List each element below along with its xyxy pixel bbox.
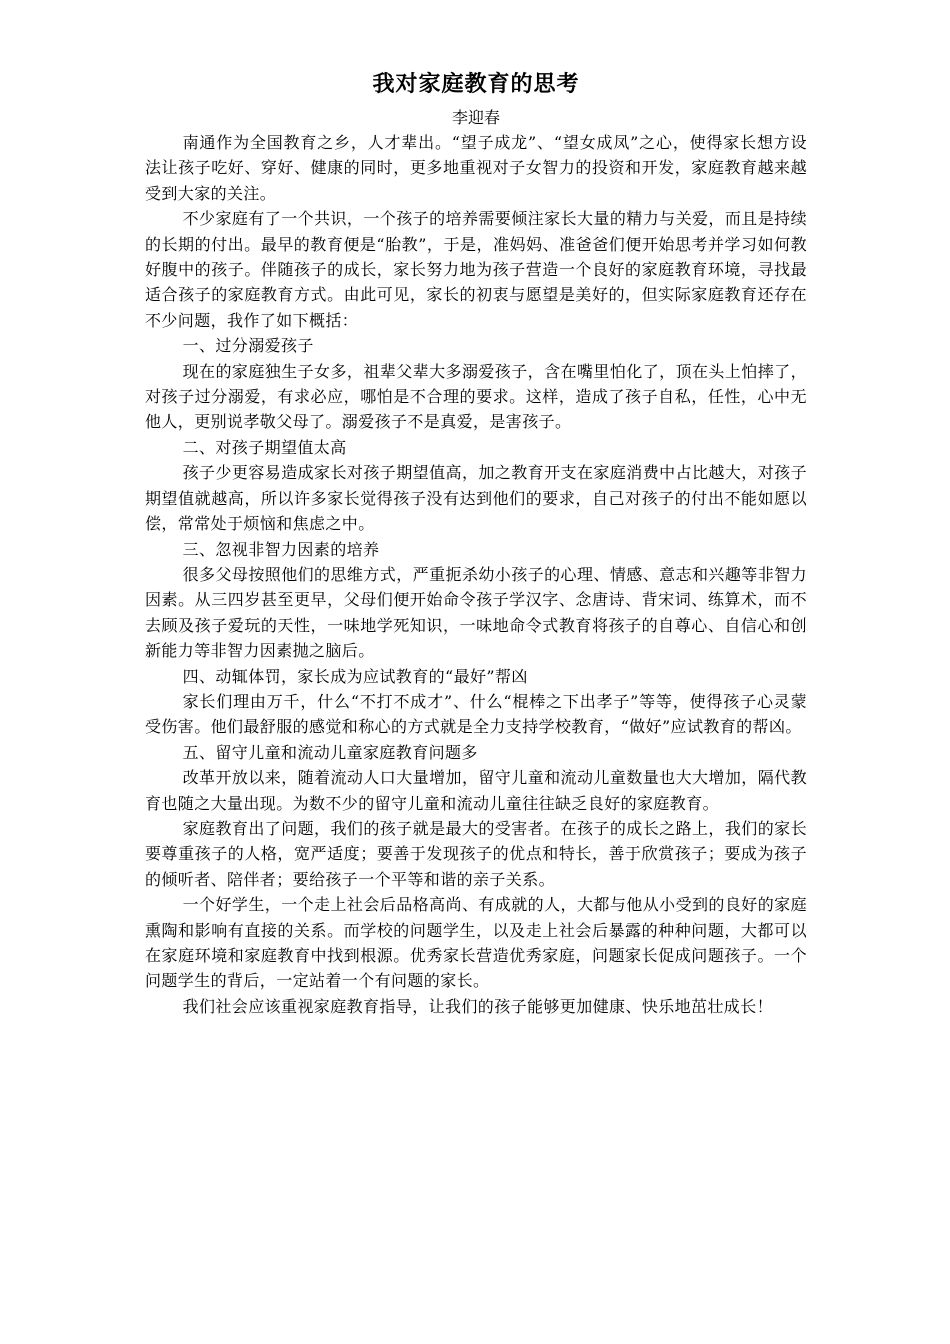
paragraph: 南通作为全国教育之乡，人才辈出。“望子成龙”、“望女成凤”之心，使得家长想方设法让孩子吃好、穿好、健康的同时，更多地重视对子女智力的投资和开发，家庭教育越来越受到大家的关注。 [145, 133, 807, 203]
paragraph: 不少家庭有了一个共识，一个孩子的培养需要倾注家长大量的精力与关爱，而且是持续的长期的付出。最早的教育便是“胎教”，于是，准妈妈、准爸爸们便开始思考并学习如何教好腹中的孩子。伴随孩子的成长，家长努力地为孩子营造一个良好的家庭教育环境，寻找最适合孩子的家庭教育方式。由此可见，家长的初衷与愿望是美好的，但实际家庭教育还存在不少问题，我作了如下概括： [145, 209, 807, 330]
document-title: 我对家庭教育的思考 [372, 72, 580, 97]
section-heading: 三、忽视非智力因素的培养 [182, 539, 380, 559]
paragraph: 我们社会应该重视家庭教育指导，让我们的孩子能够更加健康、快乐地茁壮成长！ [182, 996, 773, 1016]
paragraph: 一个好学生，一个走上社会后品格高尚、有成就的人，大都与他从小受到的良好的家庭熏陶和影响有直接的关系。而学校的问题学生，以及走上社会后暴露的种种问题，大都可以在家庭环境和家庭教育中找到根源。优秀家长营造优秀家庭，问题家长促成问题孩子。一个问题学生的背后，一定站着一个有问题的家长。 [145, 895, 807, 991]
paragraph: 家长们理由万千，什么“不打不成才”、什么“棍棒之下出孝子”等等，使得孩子心灵蒙受伤害。他们最舒服的感觉和称心的方式就是全力支持学校教育，“做好”应试教育的帮凶。 [145, 691, 807, 737]
paragraph: 很多父母按照他们的思维方式，严重扼杀幼小孩子的心理、情感、意志和兴趣等非智力因素。从三四岁甚至更早，父母们便开始命令孩子学汉字、念唐诗、背宋词、练算术，而不去顾及孩子爱玩的天性，一味地学死知识，一味地命令式教育将孩子的自尊心、自信心和创新能力等非智力因素抛之脑后。 [145, 564, 807, 661]
paragraph: 现在的家庭独生子女多，祖辈父辈大多溺爱孩子，含在嘴里怕化了，顶在头上怕摔了，对孩子过分溺爱，有求必应，哪怕是不合理的要求。这样，造成了孩子自私，任性，心中无他人，更别说孝敬父母了。溺爱孩子不是真爱，是害孩子。 [145, 361, 807, 432]
paragraph: 家庭教育出了问题，我们的孩子就是最大的受害者。在孩子的成长之路上，我们的家长要尊重孩子的人格，宽严适度；要善于发现孩子的优点和特长，善于欣赏孩子；要成为孩子的倾听者、陪伴者；要给孩子一个平等和谐的亲子关系。 [145, 818, 807, 889]
document-page [145, 68, 807, 1019]
section-heading: 二、对孩子期望值太高 [182, 437, 347, 457]
document-author: 李迎春 [451, 108, 500, 127]
paragraph: 孩子少更容易造成家长对孩子期望值高，加之教育开支在家庭消费中占比越大，对孩子期望值就越高，所以许多家长觉得孩子没有达到他们的要求，自己对孩子的付出不能如愿以偿，常常处于烦恼和焦虑之中。 [145, 463, 807, 534]
section-heading: 四、动辄体罚，家长成为应试教育的“最好”帮凶 [182, 666, 528, 686]
section-heading: 一、过分溺爱孩子 [182, 336, 314, 356]
paragraph: 改革开放以来，随着流动人口大量增加，留守儿童和流动儿童数量也大大增加，隔代教育也随之大量出现。为数不少的留守儿童和流动儿童往往缺乏良好的家庭教育。 [145, 768, 807, 813]
section-heading: 五、留守儿童和流动儿童家庭教育问题多 [182, 742, 478, 762]
